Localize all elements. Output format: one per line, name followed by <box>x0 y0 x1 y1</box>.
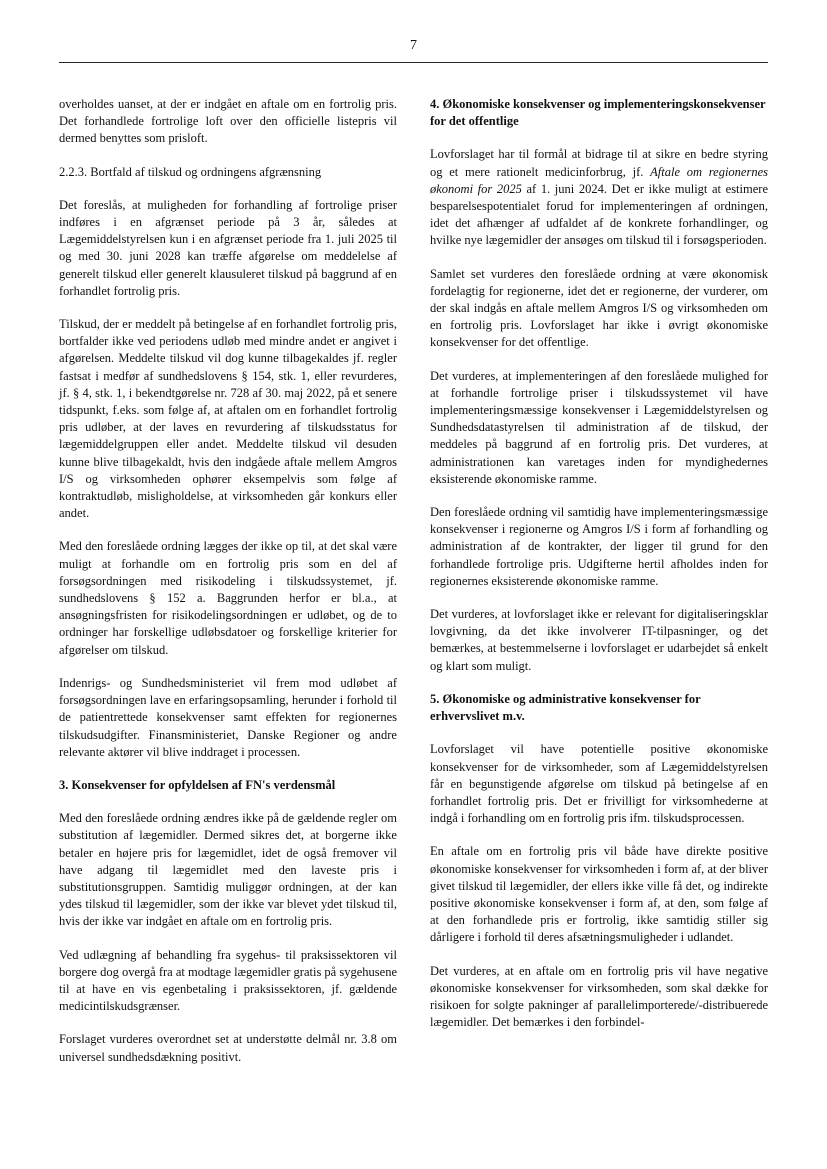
page-number: 7 <box>410 38 417 53</box>
section-heading: 2.2.3. Bortfald af tilskud og ordningens afgrænsning <box>59 164 322 179</box>
paragraph: Det foreslås, at muligheden for forhandling af fortrolige priser indføres i en afgrænset periode på 3 år, således at Lægemiddelstyrelsen kun i en afgrænset periode fra 1. juli 2025 til og med 30. juni 2028 kan træffe afgørelse om meddelelse af generelt tilskud eller generelt klausuleret tilskud på baggrund af en forhandlet fortrolig pris. <box>59 197 397 298</box>
right-column <box>430 96 768 1047</box>
paragraph <box>430 146 768 249</box>
paragraph-text: af 1. juni 2024. Det er ikke muligt at estimere besparelsespotentialet forud for implementeringen af ordningen, idet det afhænger af udfaldet af de konkrete forhandlinger, og hvilke nye lægemidler der ansøges om tilskud til i forsøgsperioden. <box>430 181 768 248</box>
paragraph: Den foreslåede ordning vil samtidig have implementeringsmæssige konsekvenser i regionerne og Amgros I/S i form af forhandling og administration af de kontrakter, der ligger til grund for den forhandlede fortrolige pris. Udgifterne hertil afholdes inden for regionernes eksisterende økonomiske ramme. <box>430 505 768 588</box>
paragraph: En aftale om en fortrolig pris vil både have direkte positive økonomiske konsekvenser for virksomheden i form af, at der bliver givet tilskud til lægemidler, der ellers ikke ville få det, og indirekte positive økonomiske konsekvenser i form af, at den, som følge af at den forhandlede pris er fortrolig, ikke samtidig stiller sig dårligere i forhold til deres afsætningsmuligheder i udlandet. <box>430 844 768 945</box>
header-rule <box>59 62 768 63</box>
paragraph: Med den foreslåede ordning ændres ikke på de gældende regler om substitution af lægemidler. Dermed sikres det, at borgerne ikke betaler en højere pris for lægemidlet, idet de også fremover vil have adgang til lægemidlet med den laveste pris i substitutionsgruppen. Samtidig muliggør ordningen, at der kan ydes tilskud til lægemidler, som der ikke var blevet ydet tilskud til, hvis der ikke var indgået en aftale om en fortrolig pris. <box>59 811 397 929</box>
section-heading: 4. Økonomiske konsekvenser og implementeringskonsekvenser for det offentlige <box>430 97 766 129</box>
paragraph: Lovforslaget vil have potentielle positive økonomiske konsekvenser for de virksomheder, som af Lægemiddelstyrelsen får en begunstigende afgørelse om tilskud på betingelse af en forhandlet fortrolig pris. Det er frivilligt for virksomhederne at indgå i forhandling om en fortrolig pris ifm. tilskudsprocessen. <box>430 742 768 826</box>
left-column <box>59 96 397 1082</box>
paragraph: Tilskud, der er meddelt på betingelse af en forhandlet fortrolig pris, bortfalder ikke ved periodens udløb med mindre andet er angivet i afgørelsen. Meddelte tilskud vil dog kunne tilbagekaldes jf. regler fastsat i medfør af sundhedslovens § 154, stk. 1, eller revurderes, jf. § 4, stk. 1, i bekendtgørelse nr. 728 af 30. maj 2022, på et senere tidspunkt, f.eks. som følge af, at aftalen om en forhandlet fortrolig pris udløber, at der laves en revurdering af tilskudsstatus for lægemiddelgruppen eller andet. Meddelte tilskud vil desuden kunne blive tilbagekaldt, hvis den indgåede aftale mellem Amgros I/S og virksomheden ophører eksempelvis som følge af kontraktudløb, misligholdelse, at virksomheden går konkurs eller andet. <box>59 317 397 521</box>
section-heading: 5. Økonomiske og administrative konsekvenser for erhvervslivet m.v. <box>430 691 701 724</box>
paragraph: Med den foreslåede ordning lægges der ikke op til, at det skal være muligt at forhandle om en fortrolig pris som en del af forsøgsordningen med risikodeling i tilskudssystemet, jf. sundhedslovens § 152 a. Baggrunden herfor er bl.a., at ansøgningsfristen for risikodelingsordningen er udløbet, og de to ordninger har forskellige udløbsdatoer og forskellige kriterier for afgørelser om tilskud. <box>59 539 397 657</box>
paragraph: Det vurderes, at implementeringen af den foreslåede mulighed for at forhandle fortrolige priser i tilskudssystemet vil have implementeringsmæssige konsekvenser i Lægemiddelstyrelsen og Sundhedsdatastyrelsen til administration af de tilskud, der meddeles på baggrund af en fortrolig pris. Det vurderes, at administrationen kan varetages inden for myndighedernes eksisterende økonomiske ramme. <box>430 368 768 486</box>
paragraph: Forslaget vurderes overordnet set at understøtte delmål nr. 3.8 om universel sundhedsdækning positivt. <box>59 1032 397 1064</box>
paragraph: Det vurderes, at en aftale om en fortrolig pris vil have negative økonomiske konsekvenser for virksomheden, som skal dække for risikoen for solgte pakninger af parallelimporterede/-distribuerede lægemidler. Det bemærkes i den forbindel- <box>430 963 768 1030</box>
paragraph: Det vurderes, at lovforslaget ikke er relevant for digitaliseringsklar lovgivning, da det ikke involverer IT-tilpasninger, og det bemærkes, at bestemmelserne i lovforslaget er udarbejdet så enkelt og klart som muligt. <box>430 607 768 673</box>
section-heading: 3. Konsekvenser for opfyldelsen af FN's verdensmål <box>59 777 336 792</box>
paragraph: Samlet set vurderes den foreslåede ordning at være økonomisk fordelagtig for regionerne, idet det er regionerne, der vurderer, om der skal indgås en aftale mellem Amgros I/S og virksomheden om en fortrolig pris. Lovforslaget har ikke i øvrigt økonomiske konsekvenser for det offentlige. <box>430 266 768 350</box>
agreement-title: Aftale om regionernes økonomi for 2025 <box>430 164 768 196</box>
paragraph: Indenrigs- og Sundhedsministeriet vil frem mod udløbet af forsøgsordningen lave en erfaringsopsamling, herunder i forhold til de patientrettede konsekvenser samt effekten for regionernes tilskudsudgifter. Finansministeriet, Danske Regioner og andre relevante aktører vil blive inddraget i processen. <box>59 675 397 759</box>
paragraph: Ved udlægning af behandling fra sygehus- til praksissektoren vil borgere dog overgå fra at modtage lægemidler gratis på sygehusene til at have en vis egenbetaling i praksissektoren, jf. gældende medicintilskudsgrænser. <box>59 947 397 1014</box>
paragraph: overholdes uanset, at der er indgået en aftale om en fortrolig pris. Det forhandlede fortrolige loft over den officielle listepris vil dermed benyttes som prisloft. <box>59 97 397 146</box>
paragraph-text: Lovforslaget har til formål at bidrage til at sikre en bedre styring og et mere rationelt medicinforbrug, jf. <box>430 147 768 179</box>
